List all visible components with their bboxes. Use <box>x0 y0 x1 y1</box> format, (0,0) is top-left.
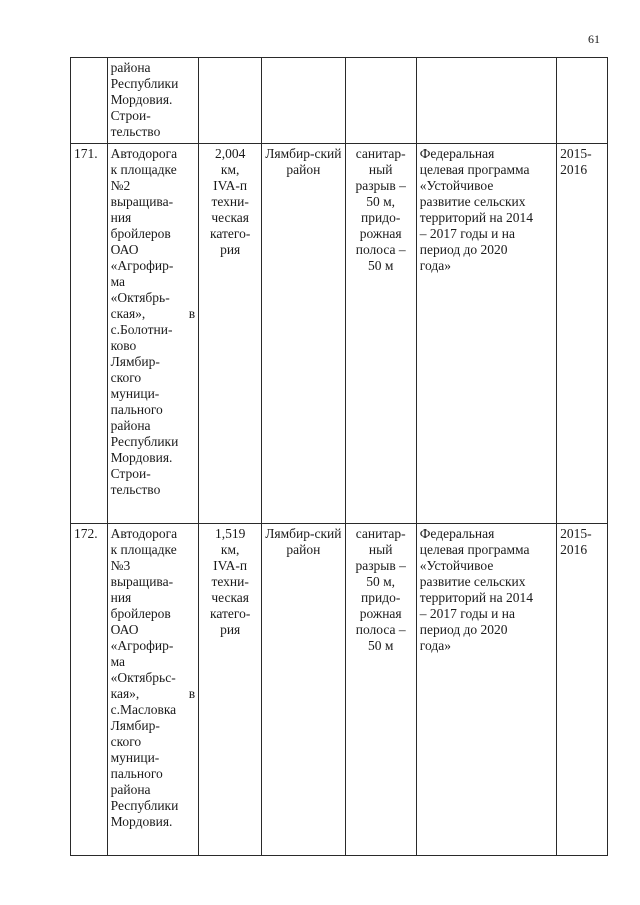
cell-zone: санитар- ный разрыв – 50 м, придо- рожная полоса – 50 м <box>345 524 416 856</box>
cell-length <box>199 58 262 144</box>
cell-length: 1,519 км, IVA-п техни- ческая катего- рия <box>199 524 262 856</box>
page-number: 61 <box>588 32 600 46</box>
cell-length: 2,004 км, IVA-п техни- ческая катего- рия <box>199 144 262 524</box>
cell-zone <box>345 58 416 144</box>
cell-program: Федеральная целевая программа «Устойчивое развитие сельских территорий на 2014 – 2017 годы и на период до 2020 года» <box>416 524 556 856</box>
cell-program: Федеральная целевая программа «Устойчивое развитие сельских территорий на 2014 – 2017 годы и на период до 2020 года» <box>416 144 556 524</box>
cell-num: 171. <box>71 144 108 524</box>
cell-program <box>416 58 556 144</box>
table-row-171 <box>71 144 608 524</box>
cell-zone: санитар- ный разрыв – 50 м, придо- рожная полоса – 50 м <box>345 144 416 524</box>
cell-district: Лямбир-ский район <box>262 144 345 524</box>
cell-num: 172. <box>71 524 108 856</box>
cell-name: района Республики Мордовия. Строи- тельство <box>107 58 199 144</box>
cell-years <box>557 58 608 144</box>
objects-table <box>70 57 608 856</box>
cell-district: Лямбир-ский район <box>262 524 345 856</box>
table-row-172 <box>71 524 608 856</box>
cell-name: Автодорога к площадке №2 выращива- ния бройлеров ОАО «Агрофир- ма «Октябрь- ская», в с.Болотни- ково Лямбир- ского муници- пального района Республики Мордовия. Строи- тельство <box>107 144 199 524</box>
table-row-continuation <box>71 58 608 144</box>
cell-years: 2015- 2016 <box>557 524 608 856</box>
cell-num <box>71 58 108 144</box>
cell-name: Автодорога к площадке №3 выращива- ния бройлеров ОАО «Агрофир- ма «Октябрьс- кая», в с.Масловка Лямбир- ского муници- пального района Республики Мордовия. <box>107 524 199 856</box>
cell-years: 2015- 2016 <box>557 144 608 524</box>
cell-district <box>262 58 345 144</box>
